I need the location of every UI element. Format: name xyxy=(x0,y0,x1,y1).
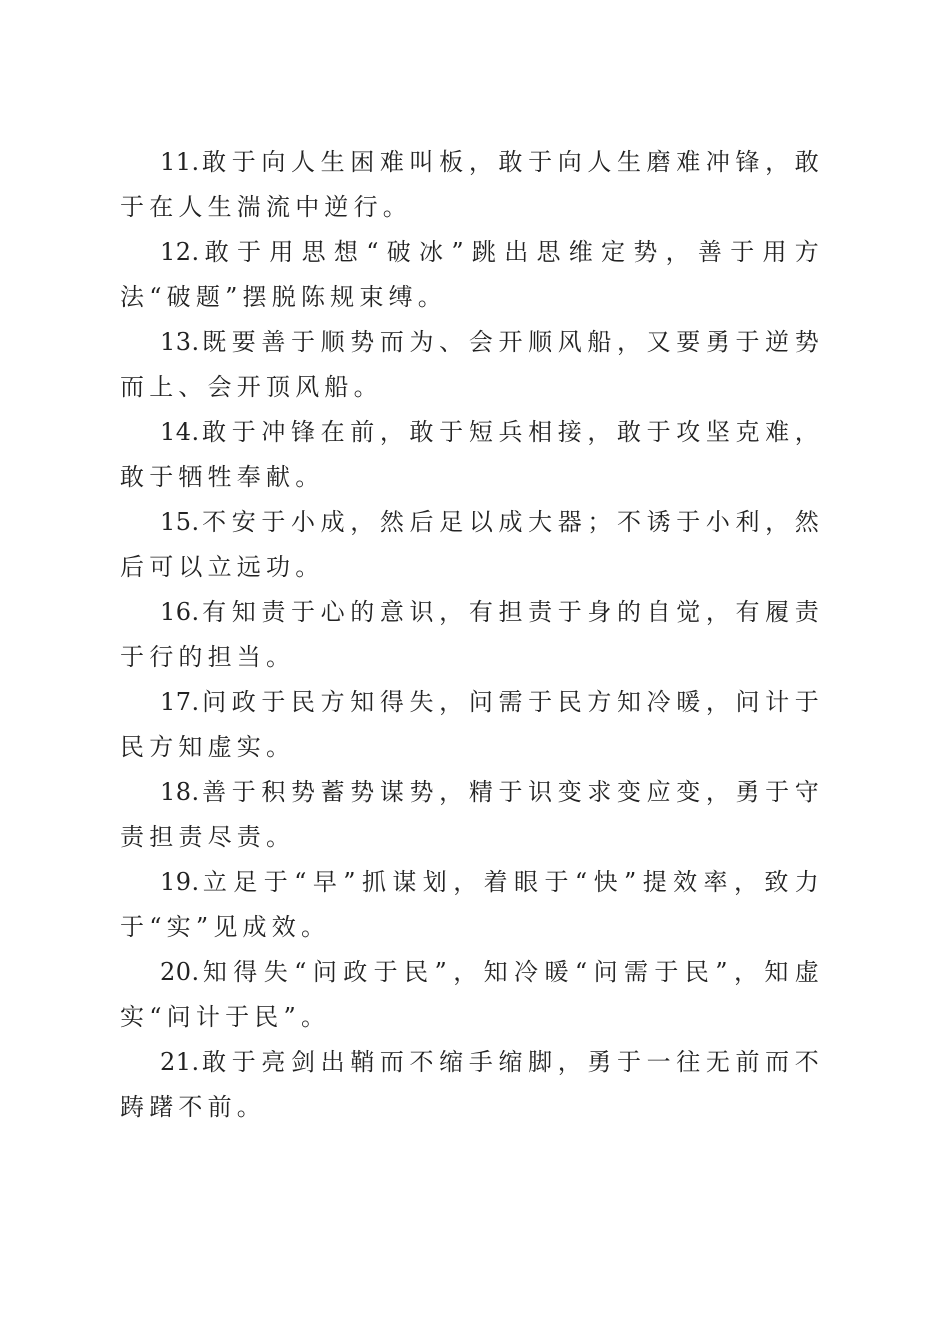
item-number: 16. xyxy=(160,598,200,626)
item-text: 敢于用思想“破冰”跳出思维定势，善于用方法“破题”摆脱陈规束缚。 xyxy=(120,238,824,311)
item-number: 14. xyxy=(160,418,200,446)
item-number: 19. xyxy=(160,868,200,896)
item-text: 敢于向人生困难叫板，敢于向人生磨难冲锋，敢于在人生湍流中逆行。 xyxy=(120,148,824,221)
list-item xyxy=(120,500,824,590)
item-number: 18. xyxy=(160,778,200,806)
list-item xyxy=(120,680,824,770)
item-text: 有知责于心的意识，有担责于身的自觉，有履责于行的担当。 xyxy=(120,598,824,671)
item-number: 15. xyxy=(160,508,200,536)
item-text: 立足于“早”抓谋划，着眼于“快”提效率，致力于“实”见成效。 xyxy=(120,868,824,941)
item-text: 不安于小成，然后足以成大器；不诱于小利，然后可以立远功。 xyxy=(120,508,824,581)
item-text: 敢于冲锋在前，敢于短兵相接，敢于攻坚克难，敢于牺牲奉献。 xyxy=(120,418,824,491)
item-number: 12. xyxy=(160,238,200,266)
list-item xyxy=(120,1040,824,1130)
item-text: 善于积势蓄势谋势，精于识变求变应变，勇于守责担责尽责。 xyxy=(120,778,824,851)
item-text: 敢于亮剑出鞘而不缩手缩脚，勇于一往无前而不踌躇不前。 xyxy=(120,1048,824,1121)
list-item xyxy=(120,860,824,950)
list-item xyxy=(120,770,824,860)
item-number: 11. xyxy=(160,148,200,176)
item-number: 13. xyxy=(160,328,200,356)
item-number: 17. xyxy=(160,688,200,716)
list-item xyxy=(120,410,824,500)
list-item xyxy=(120,590,824,680)
item-text: 既要善于顺势而为、会开顺风船，又要勇于逆势而上、会开顶风船。 xyxy=(120,328,824,401)
list-item xyxy=(120,140,824,230)
item-text: 问政于民方知得失，问需于民方知冷暖，问计于民方知虚实。 xyxy=(120,688,824,761)
list-item xyxy=(120,230,824,320)
document-body xyxy=(120,140,824,1130)
item-number: 20. xyxy=(160,958,200,986)
list-item xyxy=(120,320,824,410)
list-item xyxy=(120,950,824,1040)
item-text: 知得失“问政于民”，知冷暖“问需于民”，知虚实“问计于民”。 xyxy=(120,958,824,1031)
item-number: 21. xyxy=(160,1048,200,1076)
